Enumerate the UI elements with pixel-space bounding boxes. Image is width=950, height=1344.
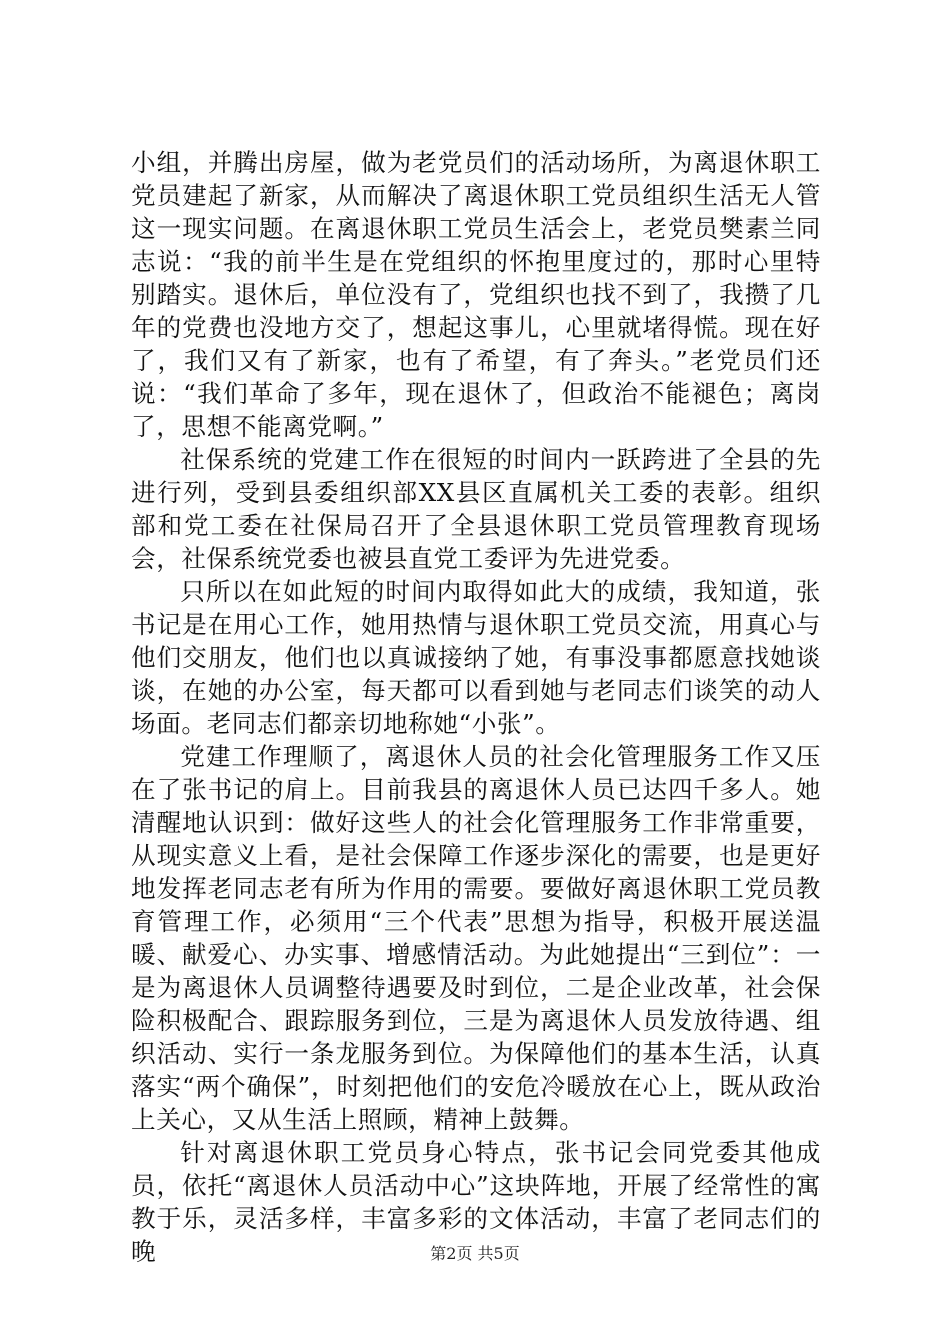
document-body bbox=[131, 146, 821, 1268]
paragraph-4: 党建工作理顺了，离退休人员的社会化管理服务工作又压在了张书记的肩上。目前我县的离退休人员已达四千多人。她清醒地认识到：做好这些人的社会化管理服务工作非常重要，从现实意义上看，是社会保障工作逐步深化的需要，也是更好地发挥老同志老有所为作用的需要。要做好离退休职工党员教育管理工作，必须用“三个代表”思想为指导，积极开展送温暖、献爱心、办实事、增感情活动。为此她提出“三到位”：一是为离退休人员调整待遇要及时到位，二是企业改革，社会保险积极配合、跟踪服务到位，三是为离退休人员发放待遇、组织活动、实行一条龙服务到位。为保障他们的基本生活，认真落实“两个确保”，时刻把他们的安危冷暖放在心上，既从政治上关心，又从生活上照顾，精神上鼓舞。 bbox=[131, 742, 821, 1134]
paragraph-3: 只所以在如此短的时间内取得如此大的成绩，我知道，张书记是在用心工作，她用热情与退休职工党员交流，用真心与他们交朋友，他们也以真诚接纳了她，有事没事都愿意找她谈谈，在她的办公室，每天都可以看到她与老同志们谈笑的动人场面。老同志们都亲切地称她“小张”。 bbox=[131, 577, 821, 738]
paragraph-5: 针对离退休职工党员身心特点，张书记会同党委其他成员，依托“离退休人员活动中心”这块阵地，开展了经常性的寓教于乐，灵活多样，丰富多彩的文体活动，丰富了老同志们的晚 bbox=[131, 1138, 821, 1266]
paragraph-1: 小组，并腾出房屋，做为老党员们的活动场所，为离退休职工党员建起了新家，从而解决了离退休职工党员组织生活无人管这一现实问题。在离退休职工党员生活会上，老党员樊素兰同志说：“我的前半生是在党组织的怀抱里度过的，那时心里特别踏实。退休后，单位没有了，党组织也找不到了，我攒了几年的党费也没地方交了，想起这事儿，心里就堵得慌。现在好了，我们又有了新家，也有了希望，有了奔头。”老党员们还说：“我们革命了多年，现在退休了，但政治不能褪色；离岗了，思想不能离党啊。” bbox=[131, 148, 821, 441]
paragraph-2: 社保系统的党建工作在很短的时间内一跃跨进了全县的先进行列，受到县委组织部XX县区直属机关工委的表彰。组织部和党工委在社保局召开了全县退休职工党员管理教育现场会，社保系统党委也被县直党工委评为先进党委。 bbox=[131, 445, 821, 573]
page-number-footer: 第2页 共5页 bbox=[430, 1244, 520, 1263]
